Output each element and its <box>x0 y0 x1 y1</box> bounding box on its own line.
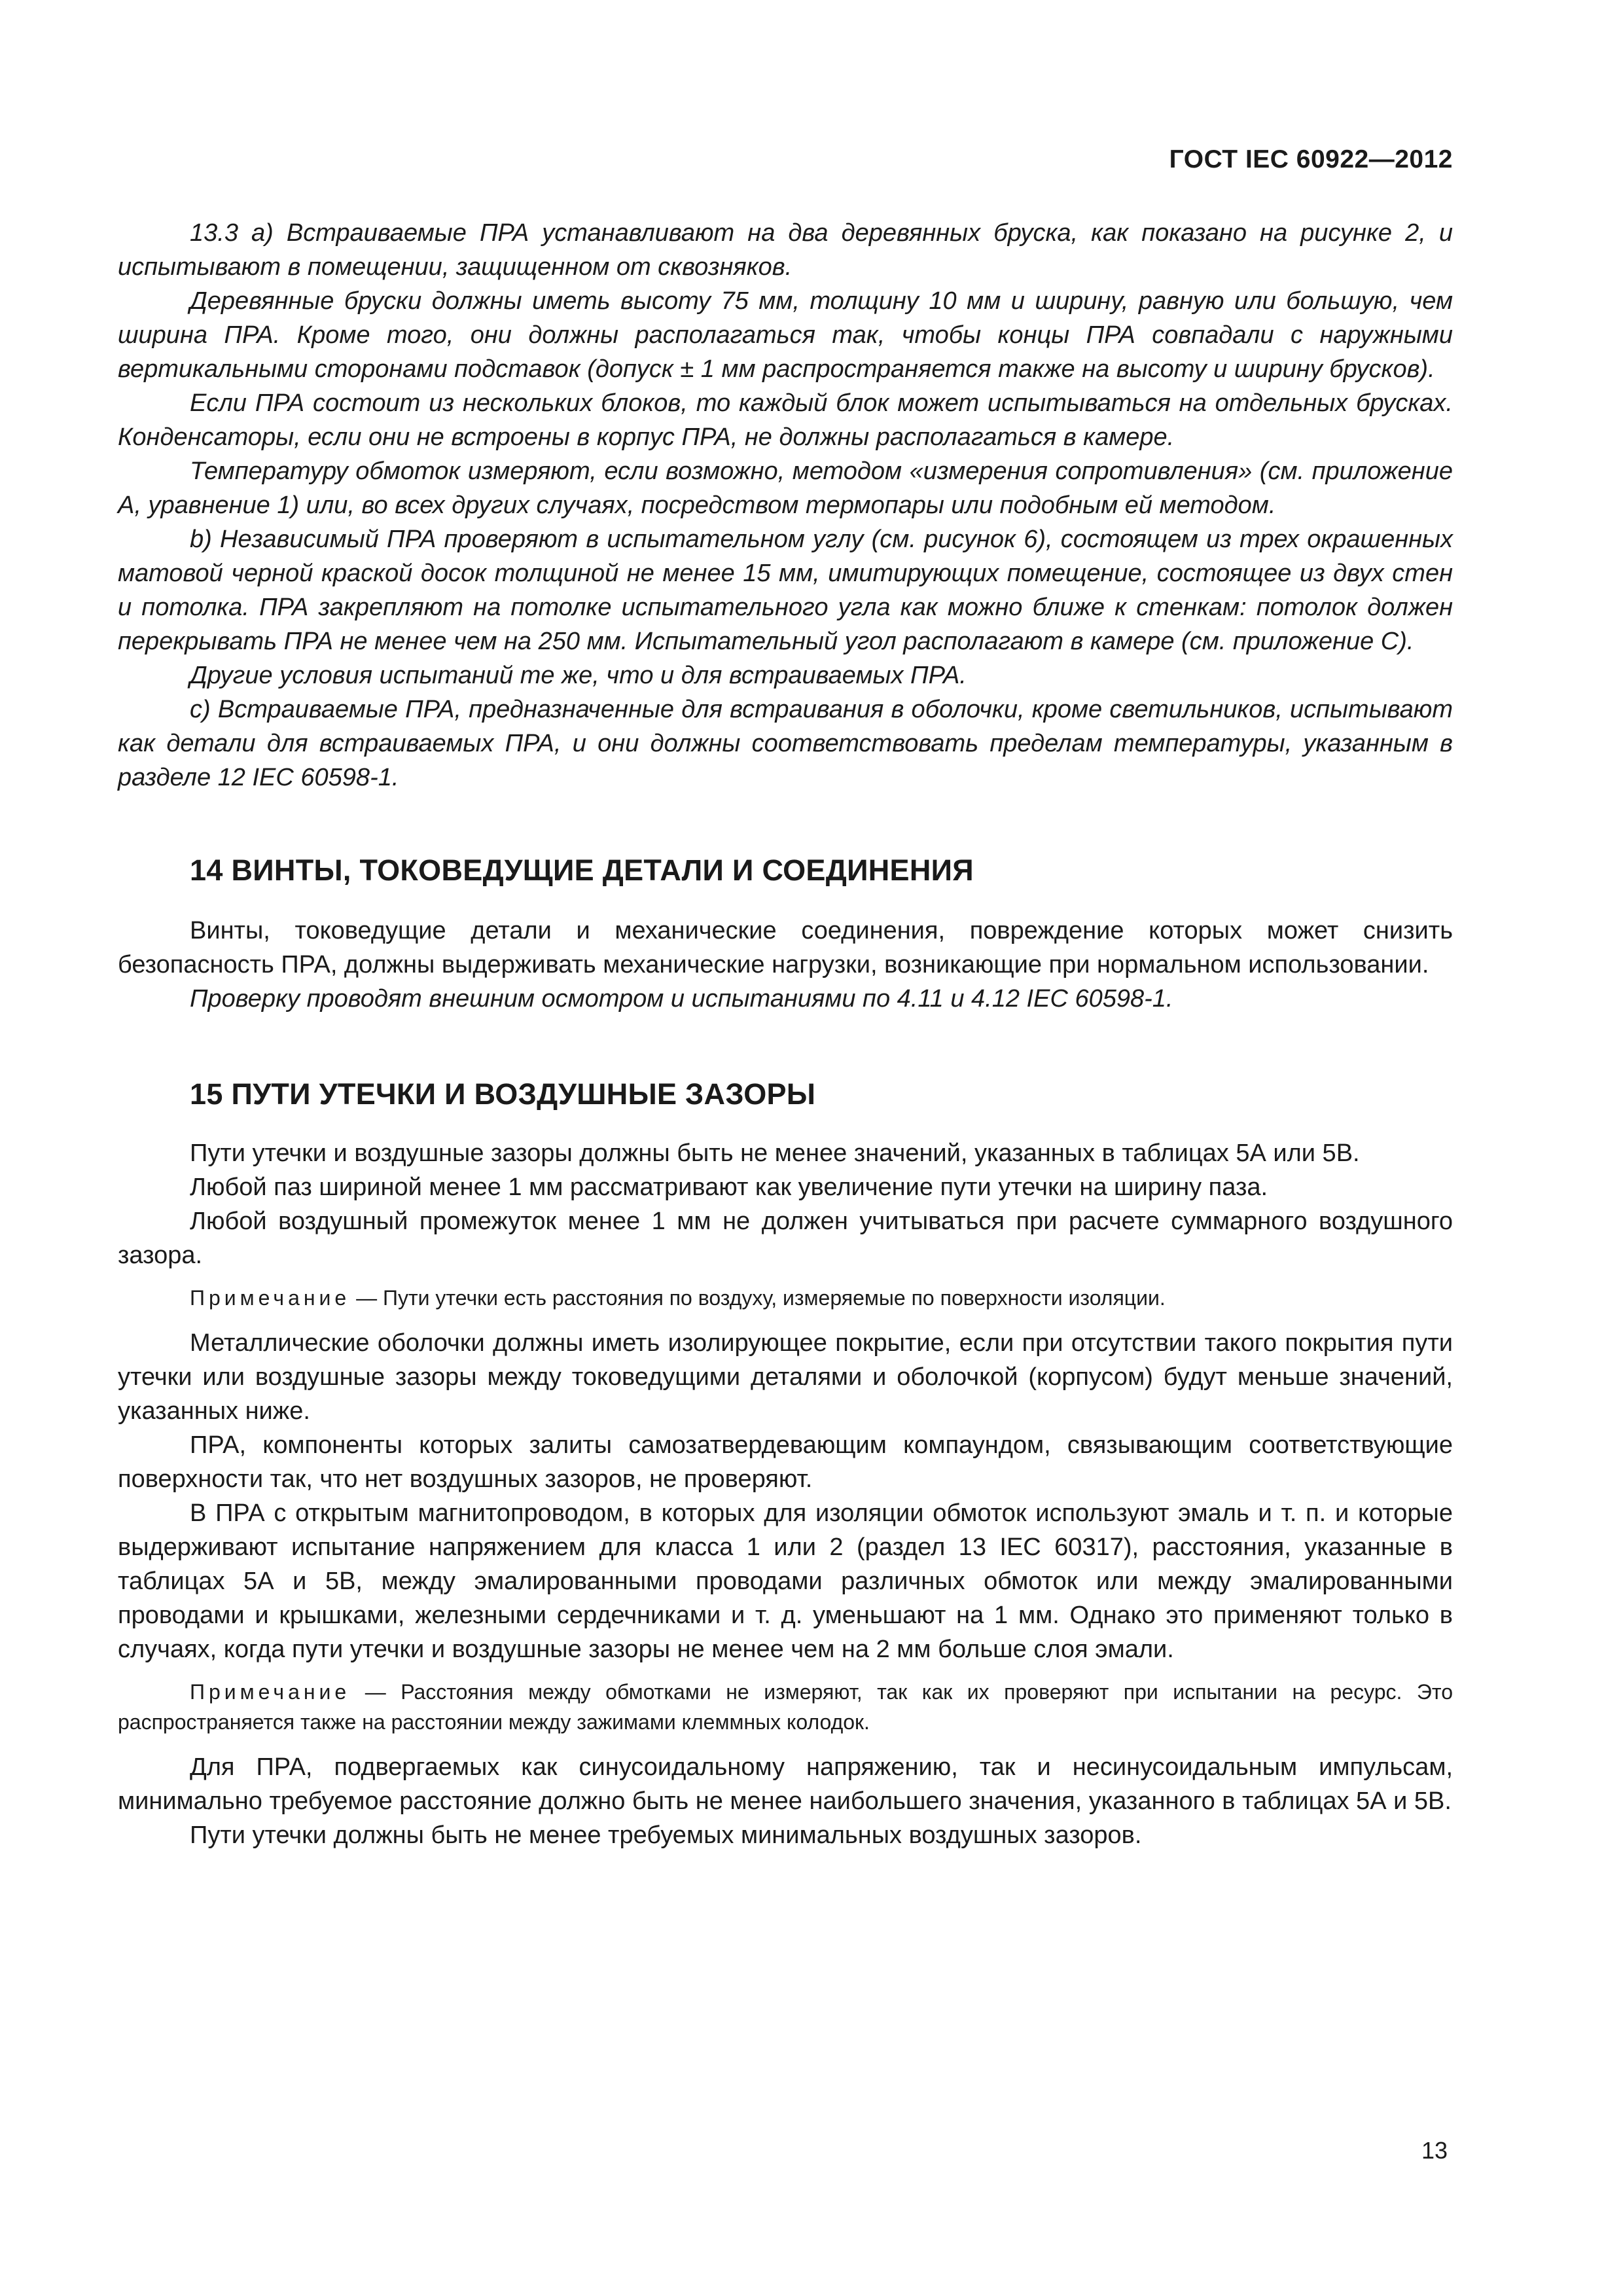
paragraph-15-compound: ПРА, компоненты которых залиты самозатвердевающим компаундом, связывающим соответствующие поверхности так, что нет воздушных зазоров, не проверяют. <box>118 1431 1453 1493</box>
paragraph-13-3-c: c) Встраиваемые ПРА, предназначенные для встраивания в оболочки, кроме светильников, испытывают как детали для встраиваемых ПРА, и они должны соответствовать пределам температуры, указанным в разделе 12 IEC 60598-1. <box>118 696 1453 791</box>
page-number: 13 <box>1421 2137 1448 2164</box>
paragraph-blocks: Если ПРА состоит из нескольких блоков, то каждый блок может испытываться на отдельных брусках. Конденсаторы, если они не встроены в корпус ПРА, не должны располагаться в камере. <box>118 389 1453 451</box>
section-14 <box>118 914 1453 1016</box>
note-1 <box>118 1283 1453 1313</box>
section-13-3 <box>118 216 1453 795</box>
paragraph-15-groove: Любой паз шириной менее 1 мм рассматривают как увеличение пути утечки на ширину паза. <box>190 1174 1268 1201</box>
paragraph-13-3-a: 13.3 a) Встраиваемые ПРА устанавливают на два деревянных бруска, как показано на рисунке 2, и испытывают в помещении, защищенном от сквозняков. <box>118 219 1453 281</box>
paragraph-winding-temperature: Температуру обмоток измеряют, если возможно, методом «измерения сопротивления» (см. приложение А, уравнение 1) или, во всех других случаях, посредством термопары или подобным ей методом. <box>118 457 1453 519</box>
paragraph-15-metal-enclosures: Металлические оболочки должны иметь изолирующее покрытие, если при отсутствии такого покрытия пути утечки или воздушные зазоры между токоведущими деталями и оболочкой (корпусом) будут меньше значений, указанных ниже. <box>118 1329 1453 1425</box>
paragraph-15-sinusoidal: Для ПРА, подвергаемых как синусоидальному напряжению, так и несинусоидальным импульсам, минимально требуемое расстояние должно быть не менее наибольшего значения, указанного в таблицах 5А и 5В. <box>118 1753 1453 1815</box>
paragraph-15-creepage-min: Пути утечки должны быть не менее требуемых минимальных воздушных зазоров. <box>190 1821 1142 1849</box>
note-2 <box>118 1677 1453 1737</box>
note-1-text: — Пути утечки есть расстояния по воздуху, измеряемые по поверхности изоляции. <box>350 1286 1166 1310</box>
section-14-title: 14 ВИНТЫ, ТОКОВЕДУЩИЕ ДЕТАЛИ И СОЕДИНЕНИЯ <box>190 853 974 887</box>
note-2-text: — Расстояния между обмотками не измеряют, так как их проверяют при испытании на ресурс. Это распространяется также на расстоянии между зажимами клеммных колодок. <box>118 1680 1453 1734</box>
note-2-label: Примечание <box>190 1680 351 1704</box>
section-15 <box>118 1136 1453 1852</box>
page-content <box>118 216 1453 1852</box>
paragraph-13-3-b: b) Независимый ПРА проверяют в испытательном углу (см. рисунок 6), состоящем из трех окрашенных матовой черной краской досок толщиной не менее 15 мм, имитирующих помещение, состоящее из двух стен и потолка. ПРА закрепляют на потолке испытательного угла как можно ближе к стенкам: потолок должен перекрывать ПРА не менее чем на 250 мм. Испытательный угол располагают в камере (см. приложение С). <box>118 526 1453 655</box>
paragraph-other-conditions: Другие условия испытаний те же, что и для встраиваемых ПРА. <box>190 662 967 689</box>
standard-header: ГОСТ IEC 60922—2012 <box>1169 145 1453 173</box>
paragraph-14-check: Проверку проводят внешним осмотром и испытаниями по 4.11 и 4.12 IEC 60598-1. <box>190 985 1173 1013</box>
paragraph-15-air-gap: Любой воздушный промежуток менее 1 мм не должен учитываться при расчете суммарного воздушного зазора. <box>118 1208 1453 1269</box>
paragraph-15-open-core: В ПРА с открытым магнитопроводом, в которых для изоляции обмоток используют эмаль и т. п. и которые выдерживают испытание напряжением для класса 1 или 2 (раздел 13 IEC 60317), расстояния, указанные в таблицах 5А и 5В, между эмалированными проводами различных обмоток или между эмалированными проводами и крышками, железными сердечниками и т. д. уменьшают на 1 мм. Однако это применяют только в случаях, когда пути утечки и воздушные зазоры не менее чем на 2 мм больше слоя эмали. <box>118 1499 1453 1663</box>
paragraph-14-screws: Винты, токоведущие детали и механические соединения, повреждение которых может снизить безопасность ПРА, должны выдерживать механические нагрузки, возникающие при нормальном использовании. <box>118 917 1453 978</box>
paragraph-15-creepage: Пути утечки и воздушные зазоры должны быть не менее значений, указанных в таблицах 5А или 5В. <box>190 1139 1360 1167</box>
section-15-title: 15 ПУТИ УТЕЧКИ И ВОЗДУШНЫЕ ЗАЗОРЫ <box>190 1077 816 1111</box>
paragraph-wooden-bars: Деревянные бруски должны иметь высоту 75 мм, толщину 10 мм и ширину, равную или большую, чем ширина ПРА. Кроме того, они должны располагаться так, чтобы концы ПРА совпадали с наружными вертикальными сторонами подставок (допуск ± 1 мм распространяется также на высоту и ширину брусков). <box>118 287 1453 383</box>
note-1-label: Примечание <box>190 1286 351 1310</box>
